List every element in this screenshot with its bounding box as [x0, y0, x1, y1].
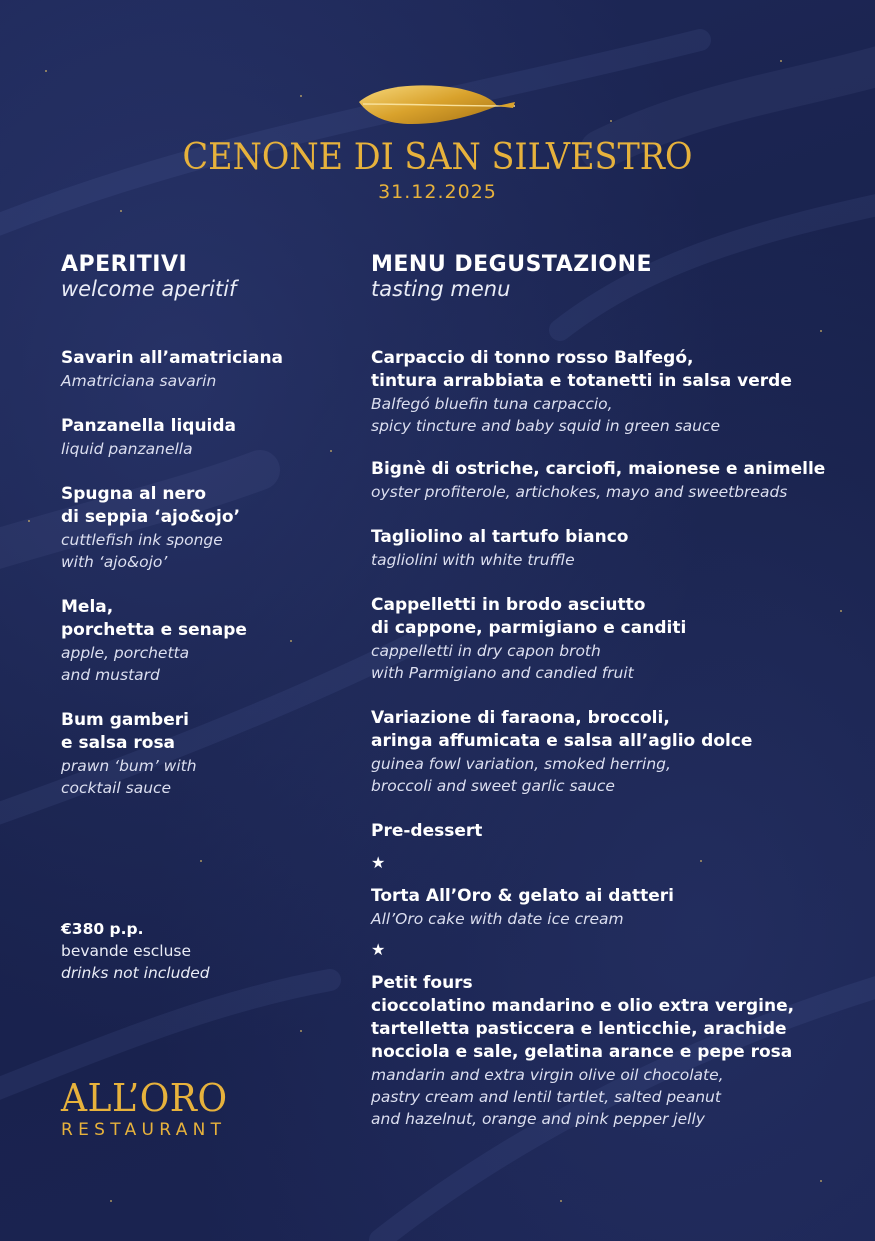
item-translation: guinea fowl variation, smoked herring, broccoli and sweet garlic sauce: [371, 755, 671, 795]
star-dot: [300, 95, 302, 97]
section-subtitle: tasting menu: [371, 277, 511, 301]
logo-name: ALL’ORO: [61, 1076, 228, 1120]
menu-item: [61, 347, 351, 392]
item-name: Carpaccio di tonno rosso Balfegó, tintura arrabbiata e totanetti in salsa verde: [371, 348, 792, 391]
menu-item: [61, 596, 351, 686]
item-name: Panzanella liquida: [61, 416, 237, 436]
star-dot: [560, 1200, 562, 1202]
page-title: CENONE DI SAN SILVESTRO: [182, 137, 693, 178]
logo-subtitle: RESTAURANT: [61, 1120, 227, 1140]
star-separator-icon: ★: [371, 940, 386, 959]
menu-item-petit-fours: [371, 972, 851, 1130]
item-translation: Balfegó bluefin tuna carpaccio, spicy tincture and baby squid in green sauce: [371, 395, 721, 435]
star-dot: [820, 1180, 822, 1182]
price-note-translation: drinks not included: [61, 964, 210, 982]
item-translation: liquid panzanella: [61, 440, 193, 458]
item-name: Pre-dessert: [371, 821, 483, 841]
menu-item-predessert: [371, 820, 851, 843]
item-name: Variazione di faraona, broccoli, aringa affumicata e salsa all’aglio dolce: [371, 708, 753, 751]
item-name: Petit fours cioccolatino mandarino e olio extra vergine, tartelletta pasticcera e lenticchie, arachide nocciola e sale, gelatina arance e pepe rosa: [371, 973, 795, 1062]
menu-item: [61, 483, 351, 573]
restaurant-logo: [61, 1077, 281, 1141]
menu-item: [371, 347, 851, 437]
star-dot: [780, 60, 782, 62]
item-name: Savarin all’amatriciana: [61, 348, 284, 368]
menu-item: [371, 594, 851, 684]
star-dot: [28, 520, 30, 522]
aperitivi-section: [61, 252, 351, 799]
price-note: bevande escluse: [61, 942, 192, 960]
item-name: Spugna al nero di seppia ‘ajo&ojo’: [61, 484, 241, 527]
section-subtitle: welcome aperitif: [61, 277, 237, 301]
menu-item: [371, 707, 851, 797]
menu-item-dessert: [371, 885, 851, 930]
item-name: Bignè di ostriche, carciofi, maionese e animelle: [371, 459, 826, 479]
star-dot: [300, 1030, 302, 1032]
menu-item: [61, 415, 351, 460]
section-title: APERITIVI: [61, 252, 188, 277]
item-translation: apple, porchetta and mustard: [61, 644, 190, 684]
item-name: Torta All’Oro & gelato ai datteri: [371, 886, 674, 906]
item-translation: Amatriciana savarin: [61, 372, 217, 390]
item-translation: cuttlefish ink sponge with ‘ajo&ojo’: [61, 531, 223, 571]
price-block: [61, 918, 321, 984]
star-separator-icon: ★: [371, 853, 386, 872]
menu-item: [61, 709, 351, 799]
item-name: Tagliolino al tartufo bianco: [371, 527, 629, 547]
menu-item: [371, 458, 851, 503]
section-title: MENU DEGUSTAZIONE: [371, 252, 653, 277]
star-dot: [200, 860, 202, 862]
star-dot: [610, 120, 612, 122]
gold-feather-icon: [357, 80, 517, 128]
star-dot: [110, 1200, 112, 1202]
item-name: Bum gamberi e salsa rosa: [61, 710, 189, 753]
tasting-menu-section: [371, 252, 851, 1130]
item-translation: oyster profiterole, artichokes, mayo and sweetbreads: [371, 483, 788, 501]
item-name: Mela, porchetta e senape: [61, 597, 247, 640]
item-translation: tagliolini with white truffle: [371, 551, 575, 569]
price-amount: €380 p.p.: [61, 920, 144, 938]
item-translation: mandarin and extra virgin olive oil chocolate, pastry cream and lentil tartlet, salted peanut and hazelnut, orange and pink pepper jelly: [371, 1066, 724, 1128]
item-name: Cappelletti in brodo asciutto di cappone, parmigiano e canditi: [371, 595, 687, 638]
star-dot: [45, 70, 47, 72]
menu-item: [371, 526, 851, 571]
event-date: 31.12.2025: [378, 181, 497, 203]
star-dot: [120, 210, 122, 212]
item-translation: All’Oro cake with date ice cream: [371, 910, 624, 928]
item-translation: cappelletti in dry capon broth with Parmigiano and candied fruit: [371, 642, 634, 682]
item-translation: prawn ‘bum’ with cocktail sauce: [61, 757, 197, 797]
